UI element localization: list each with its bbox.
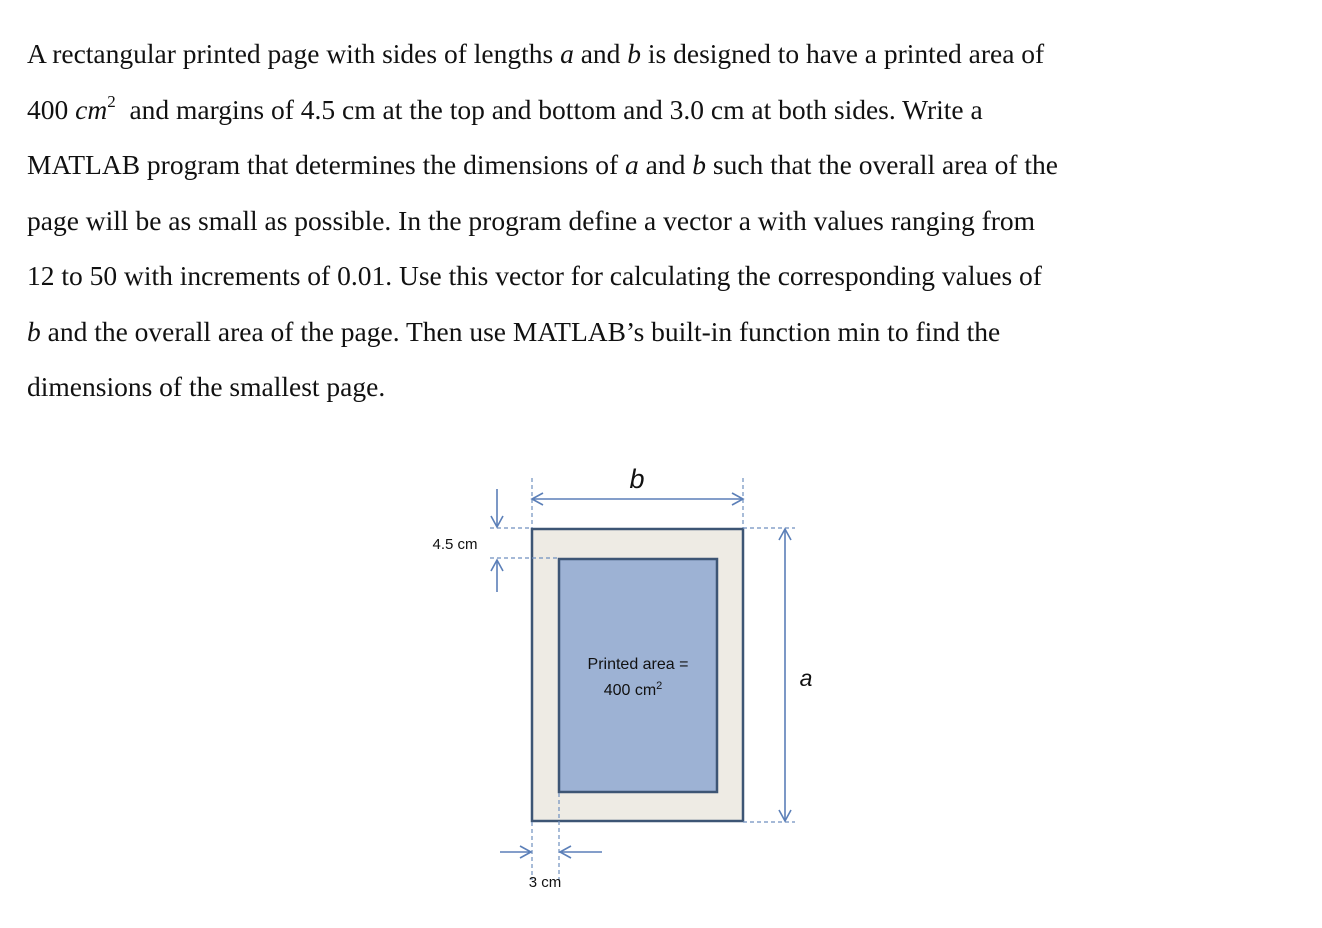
dimension-side-margin: [500, 846, 602, 858]
unit-cm: cm: [75, 93, 108, 125]
variable-b: b: [692, 149, 706, 180]
text-segment: and: [573, 38, 628, 69]
problem-line-7: dimensions of the smallest page.: [27, 371, 386, 402]
text-segment: and margins of 4.5 cm at the top and bottom and 3.0 cm at both sides. Write a: [115, 93, 983, 125]
variable-a: a: [625, 149, 639, 180]
printed-area-label-line2: [604, 680, 663, 699]
printed-area-exponent: 2: [656, 680, 663, 692]
dimension-a: [779, 529, 791, 821]
text-segment: such that the overall area of the: [706, 149, 1058, 180]
problem-line-5: 12 to 50 with increments of 0.01. Use this vector for calculating the corresponding values of: [27, 260, 1042, 291]
variable-b: b: [27, 315, 41, 347]
label-top-margin: 4.5 cm: [432, 536, 478, 553]
text-segment: MATLAB program that determines the dimensions of: [27, 149, 626, 180]
printed-area-value: 400 cm: [603, 682, 657, 699]
problem-line-4: page will be as small as possible. In the program define a vector a with values ranging from: [27, 204, 1036, 236]
text-segment: 400: [27, 93, 76, 125]
text-segment: A rectangular printed page with sides of lengths: [27, 38, 561, 69]
printed-area-rectangle: [559, 559, 717, 792]
label-side-margin: 3 cm: [528, 874, 562, 891]
dimension-b: [532, 493, 743, 505]
exponent: 2: [107, 91, 116, 111]
dimension-top-margin: [491, 489, 503, 592]
variable-a: a: [560, 38, 574, 69]
printed-area-label-line1: Printed area =: [587, 656, 689, 673]
text-segment: and: [638, 149, 693, 180]
text-segment: is designed to have a printed area of: [641, 38, 1045, 69]
text-segment: and the overall area of the page. Then use MATLAB’s built-in function min to find the: [40, 315, 1001, 347]
variable-b: b: [627, 38, 642, 69]
label-b: b: [629, 464, 645, 494]
label-a: a: [799, 665, 813, 691]
